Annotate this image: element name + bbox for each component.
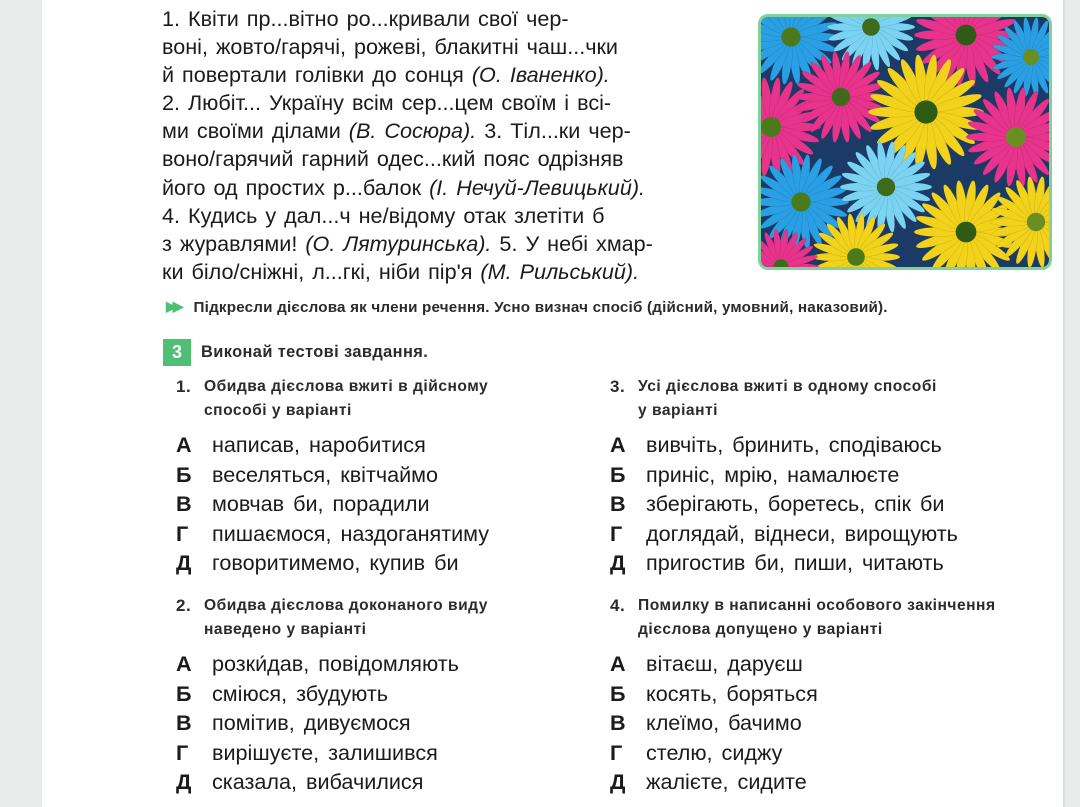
question-number: 1. (176, 377, 192, 396)
text-line: воно/гарячий гарний одес...кий пояс одрізняв (162, 146, 624, 172)
answer-option[interactable]: Г пишаємося, наздоганятиму (176, 520, 490, 546)
answer-option[interactable]: А вивчіть, бринить, сподіваюсь (610, 432, 942, 457)
author-citation: (О. Лятуринська). (305, 230, 492, 256)
answer-option[interactable]: Г вирішуєте, залишився (176, 739, 438, 765)
text-line: його од простих р...балок (І. Нечуй-Левицький). (162, 174, 646, 200)
answer-option[interactable]: В зберігають, боретесь, спік би (610, 491, 945, 517)
test-question-4 (610, 594, 1060, 797)
answer-options (610, 430, 1060, 578)
answer-option[interactable]: Г доглядай, віднеси, вирощують (610, 520, 958, 546)
gerbera-daisies-illustration (761, 17, 1049, 267)
answer-option[interactable]: Д сказала, вибачилися (176, 769, 424, 795)
answer-option[interactable]: А вітаєш, даруєш (610, 651, 803, 676)
test-question-3 (610, 375, 1060, 578)
author-citation: (В. Сосюра). (348, 118, 477, 144)
textbook-page (42, 0, 1063, 807)
author-citation: (О. Іваненко). (471, 62, 610, 88)
test-question-1 (176, 375, 596, 578)
answer-option[interactable]: А розки́дав, повідомляють (176, 651, 459, 676)
answer-option[interactable]: Б косять, боряться (610, 680, 818, 706)
answer-option[interactable]: Г стелю, сиджу (610, 739, 783, 765)
section-title: Виконай тестові завдання. (201, 342, 429, 361)
question-prompt: 1. Обидва дієслова вжиті в дійсному способі у варіанті (176, 377, 489, 419)
text-line: воні, жовто/гарячі, рожеві, блакитні чаш...чки (162, 34, 618, 60)
answer-option[interactable]: Б сміюся, збудують (176, 680, 389, 706)
text-line: й повертали голівки до сонця (О. Іваненко). (162, 62, 610, 88)
double-arrow-icon: ▶▶ (166, 298, 180, 314)
test-question-2 (176, 594, 596, 797)
text-line: 2. Любіт... Україну всім сер...цем своїм і всі- (162, 90, 612, 116)
text-line: з журавлями! (О. Лятуринська). 5. У небі хмар- (162, 230, 653, 256)
exercise-text (162, 5, 740, 286)
answer-option[interactable]: Б веселяться, квітчаймо (176, 461, 439, 487)
answer-option[interactable]: В мовчав би, порадили (176, 491, 430, 517)
text-line: 1. Квіти пр...вітно ро...кривали свої чер- (162, 6, 569, 31)
section-header (163, 339, 428, 365)
section-number-badge: 3 (163, 339, 191, 366)
answer-option[interactable]: Д говоритимемо, купив би (176, 550, 459, 576)
question-prompt: 3. Усі дієслова вжиті в одному способі у варіанті (610, 377, 937, 419)
answer-options (176, 649, 596, 797)
text-line: 4. Кудись у дал...ч не/відому отак злетіти б (162, 202, 605, 228)
answer-option[interactable]: Б приніс, мрію, намалюєте (610, 461, 900, 487)
question-prompt: 4. Помилку в написанні особового закінчення дієслова допущено у варіанті (610, 596, 996, 638)
author-citation: (М. Рильський). (480, 258, 640, 284)
question-number: 3. (610, 377, 626, 396)
text-line: ки біло/сніжні, л...гкі, ніби пір'я (М. Рильський). (162, 258, 640, 284)
answer-option[interactable]: А написав, наробитися (176, 432, 426, 457)
question-number: 4. (610, 596, 626, 615)
task-instruction: ▶▶ Підкресли дієслова як члени речення. Усно визнач спосіб (дійсний, умовний, наказовий). (166, 298, 888, 316)
answer-options (610, 649, 1060, 797)
answer-option[interactable]: В помітив, дивуємося (176, 710, 411, 736)
question-prompt: 2. Обидва дієслова доконаного виду наведено у варіанті (176, 596, 488, 638)
answer-option[interactable]: Д жалієте, сидите (610, 769, 807, 795)
answer-option[interactable]: В клеїмо, бачимо (610, 710, 802, 736)
text-line: ми своїми ділами (В. Сосюра). 3. Тіл...ки чер- (162, 118, 631, 144)
flowers-photo (758, 14, 1052, 270)
author-citation: (І. Нечуй-Левицький). (429, 174, 646, 200)
answer-option[interactable]: Д пригостив би, пиши, читають (610, 550, 944, 576)
answer-options (176, 430, 596, 578)
question-number: 2. (176, 596, 192, 615)
